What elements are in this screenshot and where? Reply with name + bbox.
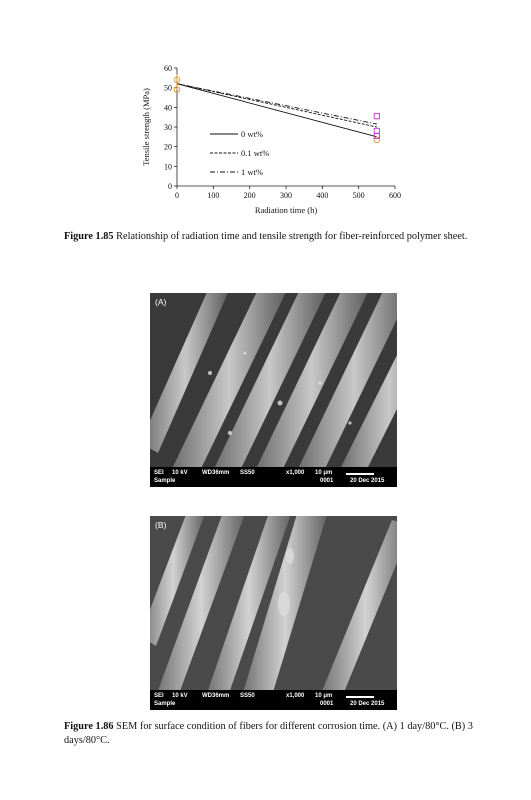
x-tick-label: 300 (280, 191, 292, 200)
y-axis-label: Tensile strength (MPa) (141, 88, 151, 166)
x-tick-label: 600 (389, 191, 401, 200)
x-tick-label: 400 (316, 191, 329, 200)
sem-b-info-bar (150, 690, 397, 710)
data-point-circle (374, 137, 380, 143)
x-tick-label: 0 (175, 191, 179, 200)
data-point-square (374, 114, 379, 119)
series-line-2 (177, 84, 377, 124)
sem-a-frame: 0001 (320, 478, 334, 484)
x-axis-label: Radiation time (h) (254, 205, 318, 215)
figure-1-85-text: Relationship of radiation time and tensile strength for fiber-reinforced polymer sheet. (116, 231, 468, 242)
x-tick-label: 500 (352, 191, 365, 200)
sem-b-wd: WD36mm (202, 693, 230, 699)
figure-1-86-label: Figure 1.86 (64, 721, 114, 732)
sem-image-a (150, 293, 397, 487)
sem-a-ss: SS50 (240, 470, 255, 476)
sem-b-mag: x1,000 (286, 693, 305, 699)
sem-a-scale: 10 μm (315, 470, 333, 476)
x-tick-label: 200 (243, 191, 256, 200)
sem-b-sample: Sample (154, 701, 176, 707)
figure-1-85-caption (64, 230, 484, 244)
figure-1-86-text: SEM for surface condition of fibers for different corrosion time. (A) 1 day/80°C. (B) 3 days/80°C. (64, 721, 473, 746)
sem-b-scale: 10 μm (315, 693, 333, 699)
sem-b-date: 20 Dec 2015 (350, 701, 385, 707)
sem-a-mode: SEI (154, 470, 164, 476)
legend-label-1: 0.1 wt% (241, 148, 270, 158)
figure-1-86-caption (64, 720, 484, 748)
legend-label-0: 0 wt% (241, 129, 263, 139)
sem-b-kv: 10 kV (172, 693, 188, 699)
sem-a-date: 20 Dec 2015 (350, 478, 385, 484)
sem-b-frame: 0001 (320, 701, 334, 707)
y-tick-label: 20 (164, 142, 172, 152)
sem-b-ss: SS50 (240, 693, 255, 699)
y-tick-label: 30 (164, 123, 172, 132)
sem-b-fibers (150, 516, 397, 690)
y-tick-label: 50 (164, 83, 172, 93)
sem-a-sample: Sample (154, 478, 176, 484)
y-tick-label: 0 (168, 182, 172, 191)
sem-b-scale-bar (346, 696, 374, 698)
sem-a-wd: WD36mm (202, 470, 230, 476)
legend-label-2: 1 wt% (241, 167, 263, 177)
x-tick-label: 100 (207, 191, 220, 200)
y-tick-label: 60 (164, 64, 172, 73)
sem-a-scale-bar (346, 473, 374, 475)
figure-1-85-label: Figure 1.85 (64, 231, 114, 242)
y-tick-label: 40 (164, 103, 172, 113)
y-tick-label: 10 (164, 162, 172, 172)
tensile-strength-chart (140, 58, 415, 220)
series-line-0 (177, 84, 377, 137)
sem-a-fibers (150, 293, 397, 467)
sem-a-info-bar (150, 467, 397, 487)
sem-b-letter: (B) (155, 520, 167, 530)
sem-a-mag: x1,000 (286, 470, 305, 476)
sem-image-b (150, 516, 397, 710)
sem-b-mode: SEI (154, 693, 164, 699)
sem-a-letter: (A) (155, 297, 167, 307)
sem-a-kv: 10 kV (172, 470, 188, 476)
